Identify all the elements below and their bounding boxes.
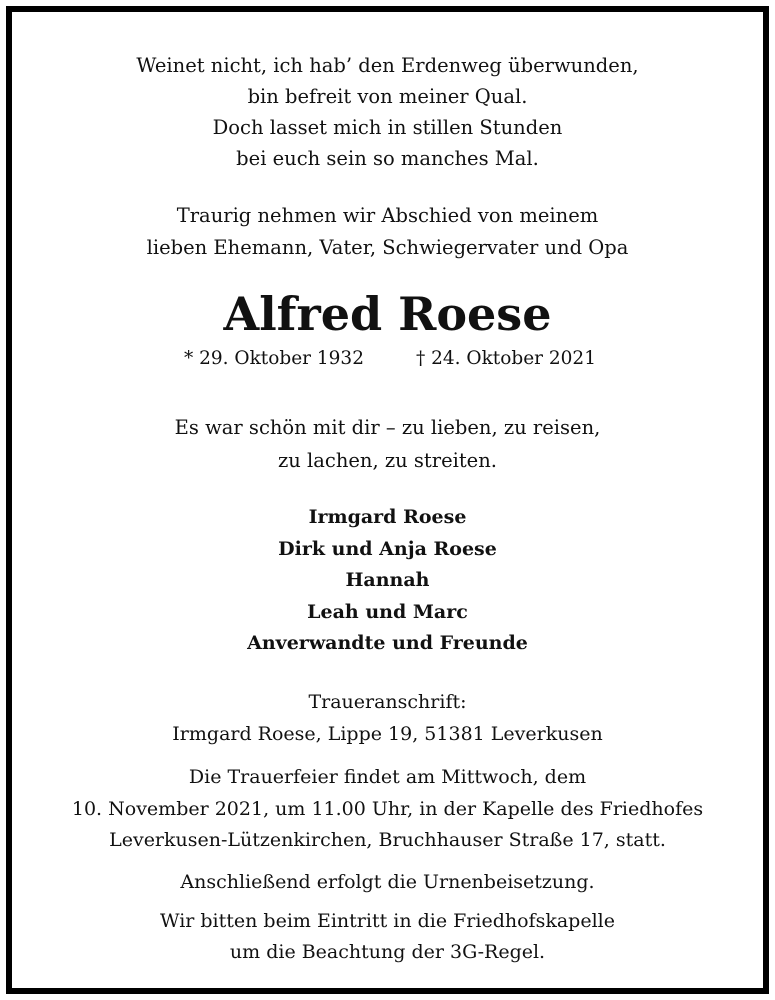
- mourning-address: [12, 686, 763, 750]
- address-value: Irmgard Roese, Lippe 19, 51381 Leverkusen: [172, 723, 603, 745]
- covid-rule-notice: [12, 906, 763, 968]
- poem-line: Doch lasset mich in stillen Stunden: [212, 116, 563, 139]
- poem-line: bei euch sein so manches Mal.: [236, 147, 539, 170]
- intro-line: Traurig nehmen wir Abschied von meinem: [176, 204, 599, 227]
- mourners-list: [12, 502, 763, 660]
- birth-date: * 29. Oktober 1932: [184, 348, 364, 369]
- notice-line: Wir bitten beim Eintritt in die Friedhofskapelle: [160, 910, 615, 932]
- memorial-quote: [12, 411, 763, 477]
- poem-line: bin befreit von meiner Qual.: [247, 85, 528, 108]
- urn-line: Anschließend erfolgt die Urnenbeisetzung.: [180, 871, 595, 893]
- quote-line: Es war schön mit dir – zu lieben, zu reisen,: [174, 416, 601, 439]
- quote-line: zu lachen, zu streiten.: [278, 449, 497, 472]
- mourner-name: Leah und Marc: [307, 600, 468, 623]
- address-label: Traueranschrift:: [308, 691, 467, 713]
- farewell-intro: [12, 200, 763, 264]
- ceremony-line: 10. November 2021, um 11.00 Uhr, in der Kapelle des Friedhofes: [71, 797, 704, 820]
- mourner-name: Hannah: [345, 569, 430, 591]
- funeral-ceremony-info: [12, 762, 763, 857]
- urn-burial-info: [12, 867, 763, 898]
- death-date: † 24. Oktober 2021: [416, 348, 596, 369]
- ceremony-line: Leverkusen-Lützenkirchen, Bruchhauser Straße 17, statt.: [109, 829, 666, 851]
- poem: [12, 50, 763, 174]
- mourner-name: Anverwandte und Freunde: [247, 632, 528, 654]
- ceremony-line: Die Trauerfeier findet am Mittwoch, dem: [188, 766, 587, 788]
- notice-line: um die Beachtung der 3G-Regel.: [229, 941, 546, 963]
- poem-line: Weinet nicht, ich hab’ den Erdenweg überwunden,: [136, 54, 639, 77]
- deceased-name: Alfred Roese: [223, 287, 552, 341]
- intro-line: lieben Ehemann, Vater, Schwiegervater und Opa: [146, 236, 629, 259]
- mourner-name: Dirk und Anja Roese: [278, 537, 497, 560]
- mourner-name: Irmgard Roese: [308, 506, 467, 528]
